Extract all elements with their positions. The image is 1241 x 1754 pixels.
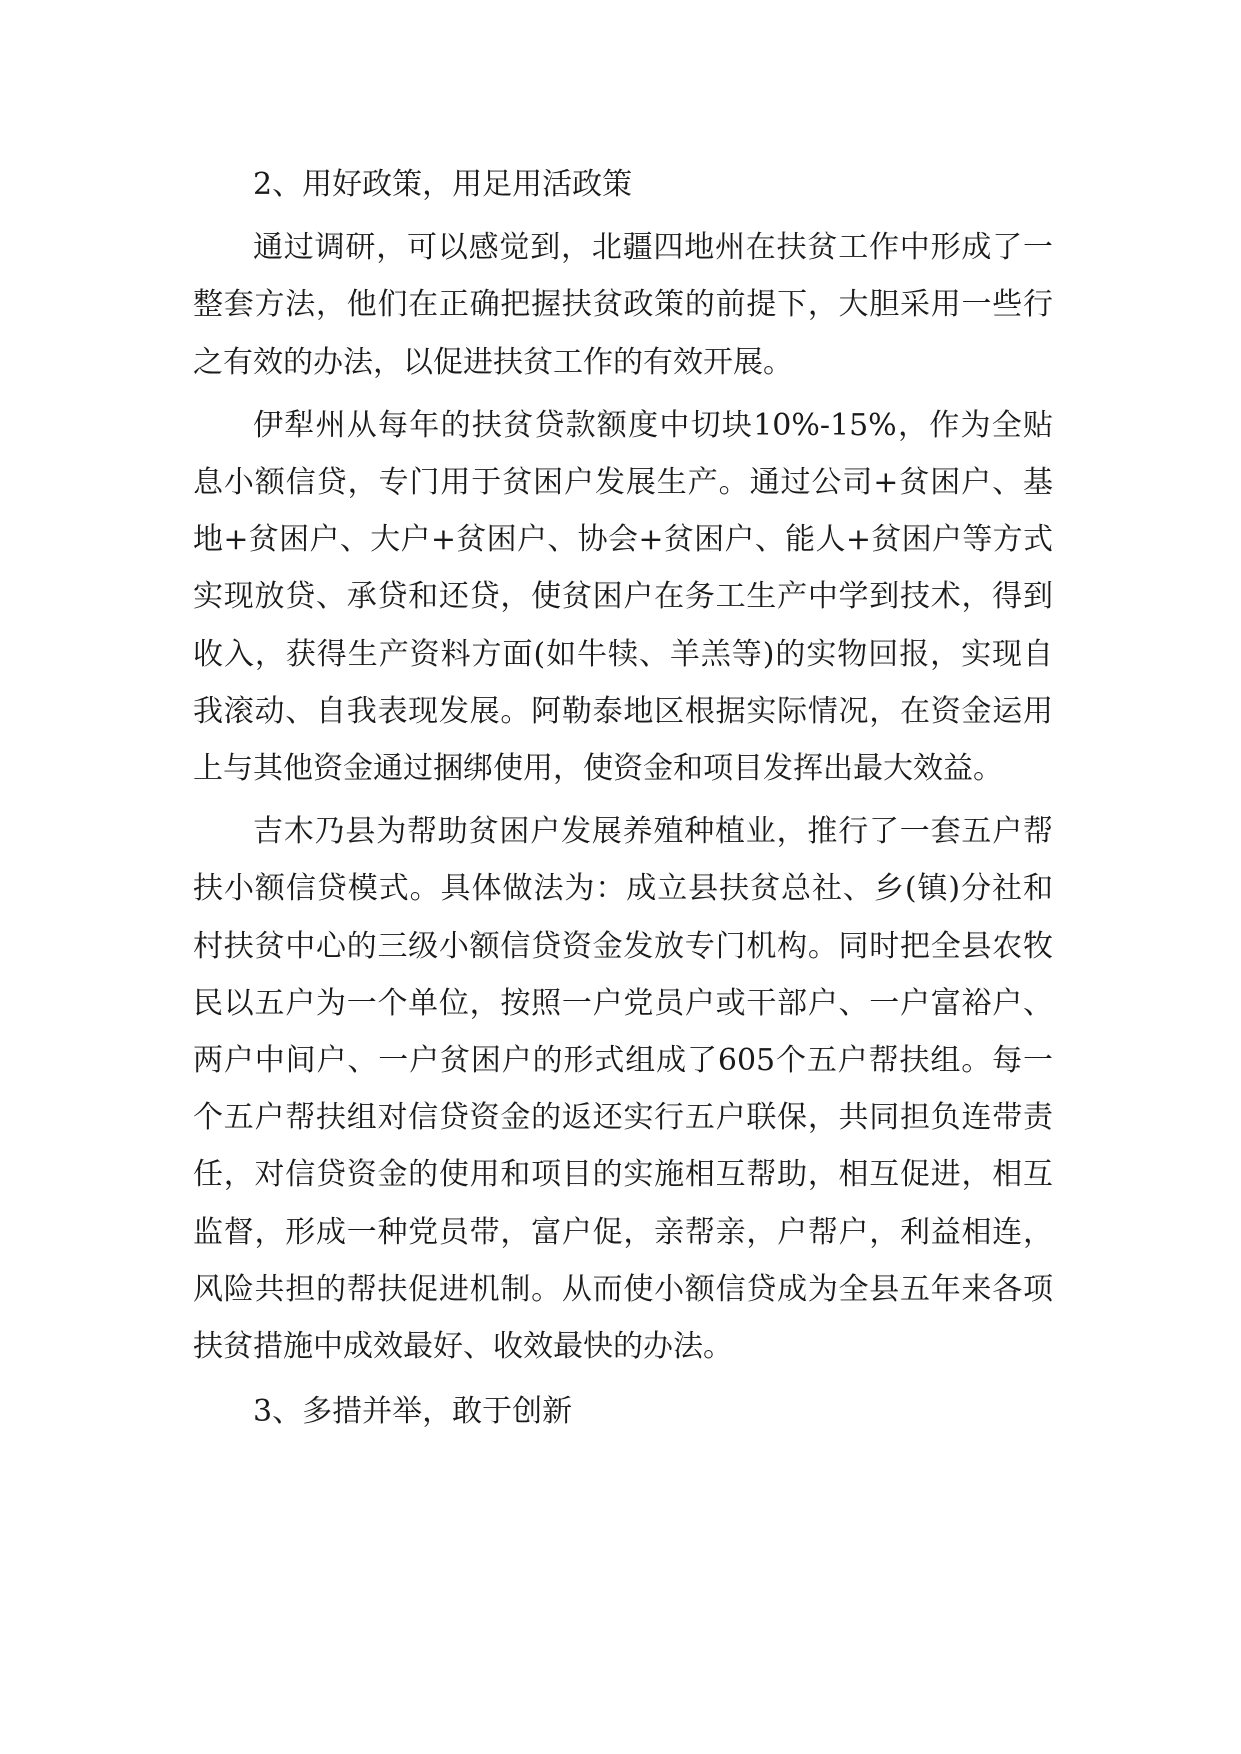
document-body bbox=[193, 156, 1053, 1446]
paragraph-jimunai: 吉木乃县为帮助贫困户发展养殖种植业，推行了一套五户帮扶小额信贷模式。具体做法为：成立县扶贫总社、乡(镇)分社和村扶贫中心的三级小额信贷资金发放专门机构。同时把全县农牧民以五户为一个单位，按照一户党员户或干部户、一户富裕户、两户中间户、一户贫困户的形式组成了605个五户帮扶组。每一个五户帮扶组对信贷资金的返还实行五户联保，共同担负连带责任，对信贷资金的使用和项目的实施相互帮助，相互促进，相互监督，形成一种党员带，富户促，亲帮亲，户帮户，利益相连，风险共担的帮扶促进机制。从而使小额信贷成为全县五年来各项扶贫措施中成效最好、收效最快的办法。 bbox=[193, 814, 1053, 1365]
paragraph-yili: 伊犁州从每年的扶贫贷款额度中切块10%-15%，作为全贴息小额信贷，专门用于贫困户发展生产。通过公司+贫困户、基地+贫困户、大户+贫困户、协会+贫困户、能人+贫困户等方式实现放贷、承贷和还贷，使贫困户在务工生产中学到技术，得到收入，获得生产资料方面(如牛犊、羊羔等)的实物回报，实现自我滚动、自我表现发展。阿勒泰地区根据实际情况，在资金运用上与其他资金通过捆绑使用，使资金和项目发挥出最大效益。 bbox=[193, 407, 1053, 787]
section-heading-2: 2、用好政策，用足用活政策 bbox=[253, 167, 633, 202]
paragraph-research: 通过调研，可以感觉到，北疆四地州在扶贫工作中形成了一整套方法，他们在正确把握扶贫政策的前提下，大胆采用一些行之有效的办法，以促进扶贫工作的有效开展。 bbox=[193, 230, 1053, 380]
section-heading-3: 3、多措并举，敢于创新 bbox=[253, 1394, 573, 1430]
